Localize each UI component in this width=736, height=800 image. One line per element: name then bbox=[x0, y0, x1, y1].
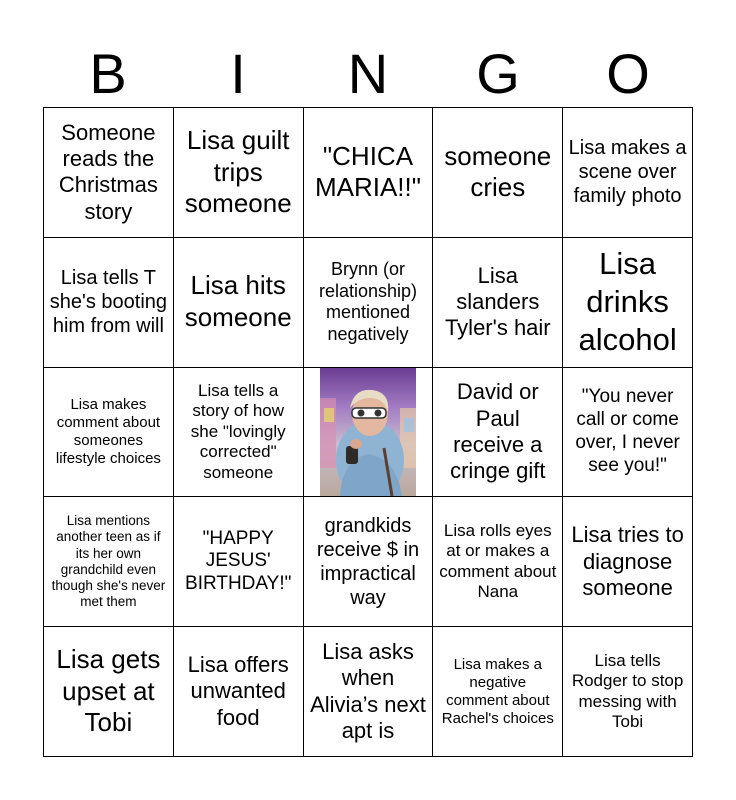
bingo-cell[interactable] bbox=[433, 627, 563, 757]
bingo-cell[interactable] bbox=[174, 368, 304, 498]
cell-text: Lisa tells Rodger to stop messing with Tobi bbox=[571, 650, 684, 731]
bingo-cell[interactable] bbox=[174, 497, 304, 627]
cell-text: Lisa slanders Tyler's hair bbox=[444, 262, 551, 341]
bingo-cell[interactable] bbox=[563, 368, 693, 498]
cell-text: Lisa rolls eyes at or makes a comment about Nana bbox=[439, 521, 557, 602]
cell-text: Lisa tries to diagnose someone bbox=[571, 522, 684, 600]
free-space-cell[interactable] bbox=[304, 368, 434, 498]
cell-text: Lisa tells a story of how she "lovingly corrected" someone bbox=[190, 381, 286, 482]
bingo-cell[interactable] bbox=[44, 368, 174, 498]
bingo-cell[interactable] bbox=[44, 627, 174, 757]
bingo-header bbox=[43, 40, 693, 108]
cell-text: Lisa gets upset at Tobi bbox=[56, 644, 161, 738]
person-photo-icon bbox=[320, 368, 416, 496]
bingo-cell[interactable] bbox=[174, 627, 304, 757]
cell-text: Lisa makes a negative comment about Rachel's choices bbox=[441, 655, 554, 727]
bingo-cell[interactable] bbox=[433, 238, 563, 368]
cell-text: Lisa hits someone bbox=[184, 270, 292, 333]
cell-text: "You never call or come over, I never see you!" bbox=[575, 386, 680, 476]
bingo-cell[interactable] bbox=[44, 108, 174, 238]
bingo-cell[interactable] bbox=[174, 238, 304, 368]
bingo-cell[interactable] bbox=[304, 497, 434, 627]
cell-text: Lisa tells T she's booting him from will bbox=[49, 267, 168, 338]
bingo-cell[interactable] bbox=[44, 238, 174, 368]
bingo-cell[interactable] bbox=[433, 497, 563, 627]
cell-text: "HAPPY JESUS' BIRTHDAY!" bbox=[185, 527, 292, 595]
cell-text: Lisa drinks alcohol bbox=[578, 246, 677, 358]
cell-text: Brynn (or relationship) mentioned negatively bbox=[318, 259, 418, 344]
cell-text: Someone reads the Christmas story bbox=[58, 119, 158, 224]
header-letter-b: B bbox=[89, 42, 127, 105]
bingo-cell[interactable] bbox=[174, 108, 304, 238]
cell-text: David or Paul receive a cringe gift bbox=[450, 379, 546, 484]
cell-text: Lisa makes comment about someones lifestyle choices bbox=[55, 395, 161, 467]
cell-text: Lisa asks when Alivia’s next apt is bbox=[310, 638, 426, 743]
cell-text: Lisa offers unwanted food bbox=[187, 652, 289, 730]
bingo-cell[interactable] bbox=[433, 368, 563, 498]
bingo-cell[interactable] bbox=[304, 627, 434, 757]
cell-text: someone cries bbox=[444, 140, 552, 203]
bingo-cell[interactable] bbox=[304, 108, 434, 238]
header-letter-o: O bbox=[606, 42, 650, 105]
cell-text: grandkids receive $ in impractical way bbox=[316, 514, 420, 609]
bingo-cell[interactable] bbox=[44, 497, 174, 627]
bingo-cell[interactable] bbox=[563, 108, 693, 238]
bingo-cell[interactable] bbox=[563, 627, 693, 757]
bingo-cell[interactable] bbox=[563, 497, 693, 627]
cell-text: Lisa guilt trips someone bbox=[184, 124, 292, 219]
bingo-cell[interactable] bbox=[304, 238, 434, 368]
bingo-cell[interactable] bbox=[563, 238, 693, 368]
header-letter-n: N bbox=[347, 42, 389, 105]
free-space-photo bbox=[320, 368, 416, 496]
cell-text: Lisa makes a scene over family photo bbox=[568, 137, 687, 208]
bingo-cell[interactable] bbox=[433, 108, 563, 238]
cell-text: Lisa mentions another teen as if its her own grandchild even though she's never met them bbox=[51, 513, 166, 610]
header-letter-g: G bbox=[476, 42, 520, 105]
cell-text: "CHICA MARIA!!" bbox=[314, 140, 421, 203]
bingo-board bbox=[43, 107, 693, 757]
header-letter-i: I bbox=[230, 42, 246, 105]
